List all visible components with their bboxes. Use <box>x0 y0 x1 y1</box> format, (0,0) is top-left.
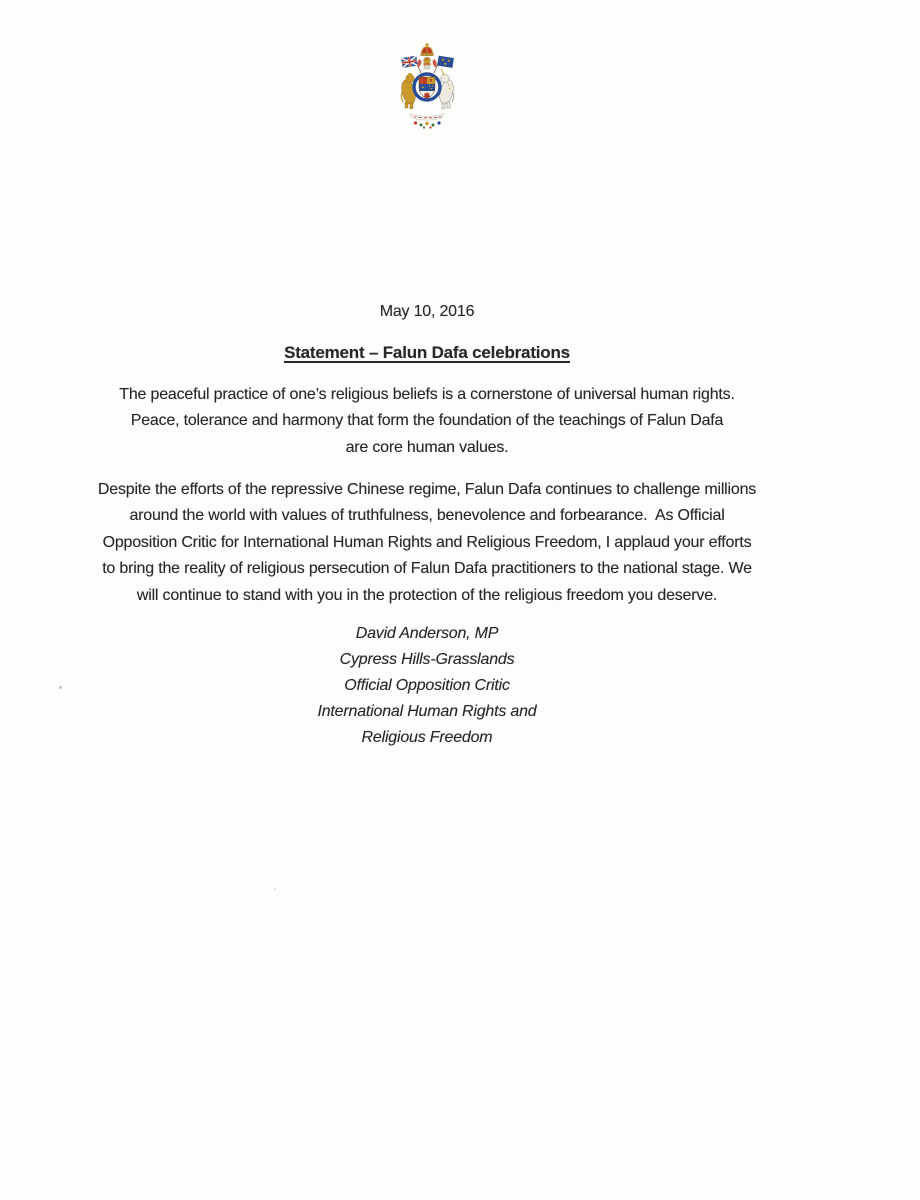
letter-date: May 10, 2016 <box>379 303 475 320</box>
letter-title <box>40 343 814 363</box>
text-line: around the world with values of truthfulness, benevolence and forbearance. As Official <box>129 507 725 525</box>
text-line: Peace, tolerance and harmony that form the foundation of the teachings of Falun Dafa <box>130 412 724 430</box>
fleur-de-lis-flag-icon <box>437 56 453 68</box>
signature-line: International Human Rights and <box>317 703 537 720</box>
text-line: will continue to stand with you in the protection of the religious freedom you deserve. <box>136 586 718 604</box>
letter-title-text: Statement – Falun Dafa celebrations <box>284 343 570 362</box>
signature-block <box>40 621 814 751</box>
text-line: Despite the efforts of the repressive Chinese regime, Falun Dafa continues to challenge millions <box>97 481 757 498</box>
text-line: The peaceful practice of one’s religious beliefs is a cornerstone of universal human rights. <box>119 386 735 403</box>
text-line: to bring the reality of religious persecution of Falun Dafa practitioners to the national stage. We <box>102 560 752 578</box>
union-jack-flag-icon <box>401 56 417 68</box>
signature-line: Official Opposition Critic <box>344 677 510 694</box>
signature-line: Cypress Hills-Grasslands <box>339 651 515 668</box>
motto-ribbon-icon <box>410 114 444 121</box>
floral-compartment-icon <box>414 121 441 128</box>
paragraph-1 <box>40 382 814 461</box>
signature-line: David Anderson, MP <box>355 625 499 642</box>
paragraph-2 <box>40 477 814 609</box>
crest-and-helmet-icon <box>417 57 436 69</box>
scan-artifact-speck <box>59 686 62 689</box>
canada-coat-of-arms-icon <box>397 42 458 134</box>
text-line: Opposition Critic for International Human Rights and Religious Freedom, I applaud your efforts <box>102 533 752 551</box>
scan-artifact-speck <box>431 941 433 943</box>
signature-line: Religious Freedom <box>361 729 493 746</box>
royal-crown-icon <box>421 43 433 56</box>
text-line: are core human values. <box>345 438 509 456</box>
scan-artifact-speck <box>274 888 276 890</box>
